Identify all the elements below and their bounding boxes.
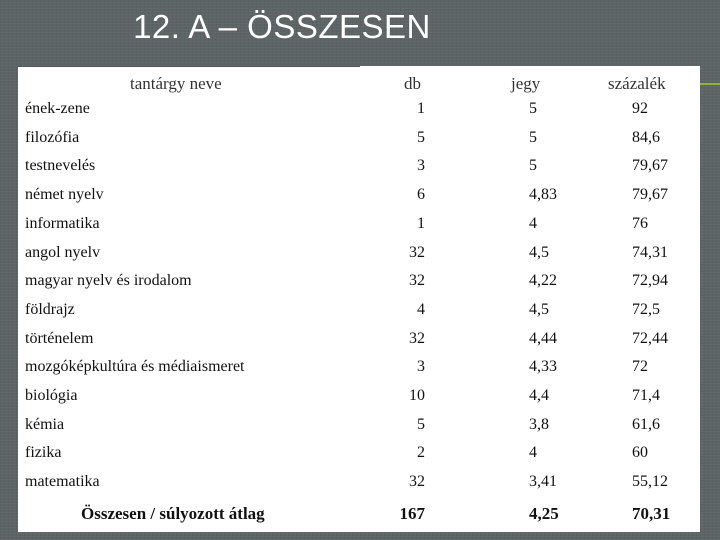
grade-value: 5	[529, 157, 537, 175]
subject-name: történelem	[25, 329, 94, 347]
grade-value: 4	[529, 214, 537, 232]
grade-value: 4,44	[529, 329, 557, 347]
count-value: 32	[409, 272, 425, 290]
count-value: 3	[417, 157, 425, 175]
grade-value: 4,5	[529, 243, 549, 261]
subject-name: filozófia	[25, 128, 80, 146]
percent-value: 72,5	[632, 300, 660, 318]
count-value: 5	[417, 128, 425, 146]
grade-value: 4,22	[529, 272, 557, 290]
percent-value: 55,12	[632, 473, 668, 491]
subject-name: mozgóképkultúra és médiaismeret	[25, 358, 245, 376]
subject-name: német nyelv	[25, 186, 104, 204]
table-row	[18, 186, 700, 214]
percent-value: 61,6	[632, 415, 660, 433]
percent-value: 74,31	[632, 243, 668, 261]
header-jegy: jegy	[511, 74, 541, 93]
count-value: 4	[417, 300, 425, 318]
subject-name: magyar nyelv és irodalom	[25, 272, 192, 290]
percent-value: 60	[632, 444, 648, 462]
percent-value: 72,94	[632, 272, 668, 290]
grade-value: 4,33	[529, 358, 557, 376]
table-row	[18, 129, 700, 157]
percent-value: 72	[632, 358, 648, 376]
table-row	[18, 444, 700, 472]
subject-name: ének-zene	[25, 100, 90, 117]
table-row	[18, 272, 700, 300]
grade-value: 4,83	[529, 186, 557, 204]
header-rule	[18, 66, 360, 67]
percent-value: 71,4	[632, 387, 660, 404]
subject-name: kémia	[25, 415, 65, 433]
header-db: db	[404, 74, 421, 93]
percent-value: 79,67	[632, 186, 668, 204]
table-row	[18, 330, 700, 358]
count-value: 1	[417, 214, 425, 232]
subject-name: angol nyelv	[25, 243, 101, 261]
table-row	[18, 215, 700, 243]
subject-name: matematika	[25, 473, 100, 491]
grade-value: 4,4	[529, 387, 549, 404]
grade-value: 4,5	[529, 300, 549, 318]
percent-value: 72,44	[632, 329, 668, 347]
count-value: 32	[409, 329, 425, 347]
table-row	[18, 157, 700, 185]
subject-name: biológia	[25, 387, 78, 404]
table-row	[18, 473, 700, 501]
percent-value: 70,31	[632, 503, 671, 523]
table-row	[18, 358, 700, 386]
subject-name: Összesen / súlyozott átlag	[81, 503, 265, 523]
percent-value: 76	[632, 214, 648, 232]
header-percent: százalék	[608, 74, 666, 93]
count-value: 3	[417, 358, 425, 376]
count-value: 6	[417, 186, 425, 204]
percent-value: 92	[632, 100, 648, 117]
count-value: 10	[409, 387, 425, 404]
table-row	[18, 100, 700, 128]
table-row	[18, 416, 700, 444]
count-value: 32	[409, 243, 425, 261]
grade-value: 4	[529, 444, 537, 462]
percent-value: 84,6	[632, 128, 660, 146]
total-row	[18, 504, 700, 532]
count-value: 32	[409, 473, 425, 491]
percent-value: 79,67	[632, 157, 668, 175]
count-value: 2	[417, 444, 425, 462]
subject-name: informatika	[25, 214, 100, 232]
subject-name: földrajz	[25, 300, 75, 318]
count-value: 167	[399, 503, 425, 523]
subject-name: fizika	[25, 444, 62, 462]
slide-title: 12. A – ÖSSZESEN	[133, 8, 431, 45]
results-table	[18, 66, 700, 532]
grade-value: 4,25	[529, 503, 559, 523]
count-value: 1	[417, 100, 425, 117]
table-row	[18, 387, 700, 415]
grade-value: 5	[529, 128, 537, 146]
table-row	[18, 244, 700, 272]
grade-value: 3,41	[529, 473, 557, 491]
header-name: tantárgy neve	[130, 74, 222, 93]
table-row	[18, 301, 700, 329]
subject-name: testnevelés	[25, 157, 96, 175]
grade-value: 3,8	[529, 415, 549, 433]
grade-value: 5	[529, 100, 537, 117]
count-value: 5	[417, 415, 425, 433]
